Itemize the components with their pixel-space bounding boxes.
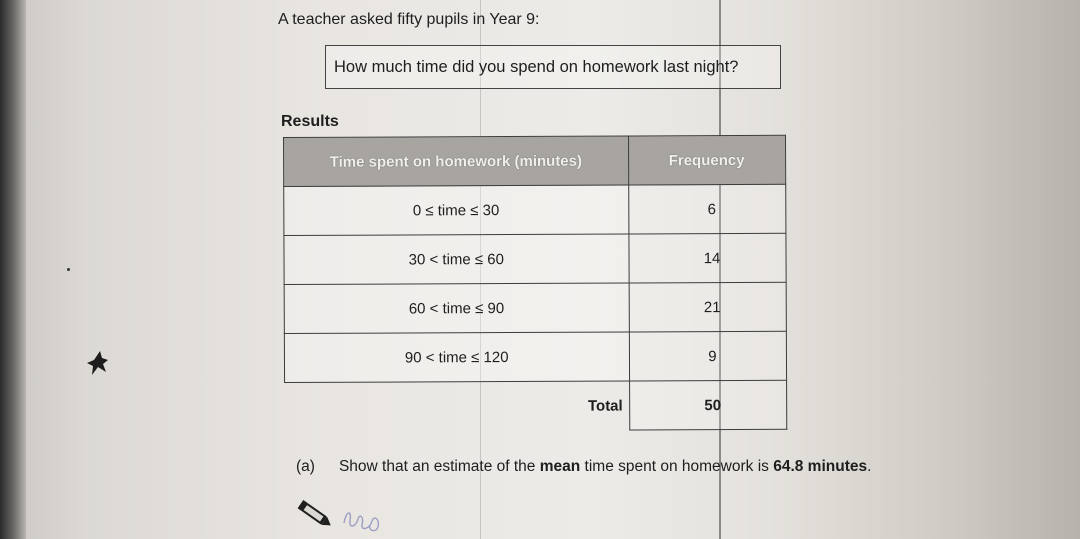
part-a-text-end: . bbox=[867, 458, 872, 475]
time-cell: 90 < time ≤ 120 bbox=[284, 332, 629, 383]
paper-speck bbox=[67, 268, 70, 271]
table-header-row bbox=[284, 135, 786, 186]
table-row bbox=[284, 282, 786, 333]
part-a-label: (a) bbox=[296, 458, 315, 475]
part-a-bold-mean: mean bbox=[539, 458, 581, 475]
part-a-bold-value: 64.8 minutes bbox=[773, 458, 868, 475]
question-box bbox=[325, 45, 781, 89]
total-label: Total bbox=[587, 397, 623, 415]
total-value: 50 bbox=[629, 380, 786, 430]
part-a-text-mid: time spent on homework is bbox=[584, 458, 769, 475]
frequency-table bbox=[283, 135, 787, 432]
table-row bbox=[284, 184, 786, 235]
total-row bbox=[285, 380, 787, 431]
part-a-text-before: Show that an estimate of the bbox=[338, 458, 536, 475]
part-a-text bbox=[339, 458, 871, 476]
column-header-time: Time spent on homework (minutes) bbox=[284, 136, 629, 187]
frequency-cell: 9 bbox=[629, 331, 786, 381]
table-row bbox=[284, 331, 786, 382]
time-cell: 30 < time ≤ 60 bbox=[284, 234, 629, 285]
frequency-cell: 6 bbox=[628, 184, 785, 234]
question-part-a bbox=[296, 458, 871, 476]
photo-left-edge bbox=[0, 0, 26, 539]
question-text: How much time did you spend on homework last night? bbox=[334, 57, 739, 76]
column-header-frequency: Frequency bbox=[628, 135, 785, 185]
time-cell: 0 ≤ time ≤ 30 bbox=[284, 185, 629, 236]
ink-blot-icon bbox=[86, 350, 110, 376]
frequency-cell: 14 bbox=[628, 233, 785, 283]
table-row bbox=[284, 233, 786, 284]
results-heading: Results bbox=[281, 113, 339, 130]
frequency-cell: 21 bbox=[629, 282, 786, 332]
pencil-icon bbox=[296, 500, 336, 530]
intro-text: A teacher asked fifty pupils in Year 9: bbox=[278, 11, 540, 28]
handwritten-scribble bbox=[340, 503, 385, 535]
time-cell: 60 < time ≤ 90 bbox=[284, 283, 629, 334]
